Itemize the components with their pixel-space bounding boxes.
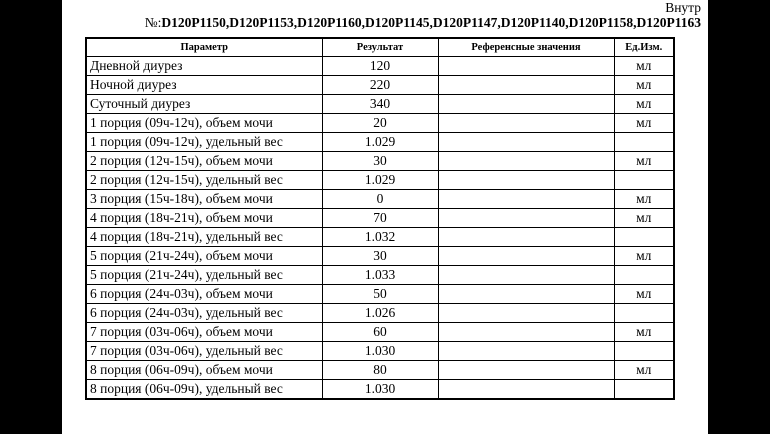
parameter-cell: Суточный диурез [86,95,322,114]
result-cell: 1.033 [322,266,438,285]
unit-cell: мл [614,57,674,76]
document-page [62,0,708,434]
reference-cell [438,152,614,171]
right-letterbox [708,0,770,434]
table-row [86,114,674,133]
unit-cell: мл [614,152,674,171]
document-header [145,0,701,30]
parameter-cell: 1 порция (09ч-12ч), удельный вес [86,133,322,152]
unit-cell [614,342,674,361]
result-cell: 30 [322,247,438,266]
result-cell: 70 [322,209,438,228]
result-cell: 50 [322,285,438,304]
result-cell: 1.032 [322,228,438,247]
unit-cell: мл [614,209,674,228]
reference-cell [438,133,614,152]
table-row [86,228,674,247]
table-header-row [86,38,674,57]
result-cell: 80 [322,361,438,380]
reference-cell [438,190,614,209]
table-row [86,304,674,323]
table-row [86,247,674,266]
table-row [86,171,674,190]
number-list: D120P1150,D120P1153,D120P1160,D120P1145,D120P1147,D120P1140,D120P1158,D120P1163 [161,15,701,30]
column-header-result: Результат [322,38,438,57]
result-cell: 340 [322,95,438,114]
parameter-cell: 7 порция (03ч-06ч), удельный вес [86,342,322,361]
table-row [86,152,674,171]
parameter-cell: 2 порция (12ч-15ч), объем мочи [86,152,322,171]
table-row [86,380,674,400]
table-row [86,266,674,285]
parameter-cell: Дневной диурез [86,57,322,76]
table-row [86,209,674,228]
parameter-cell: 5 порция (21ч-24ч), удельный вес [86,266,322,285]
result-cell: 1.030 [322,380,438,400]
result-cell: 1.029 [322,133,438,152]
column-header-unit: Ед.Изм. [614,38,674,57]
reference-cell [438,323,614,342]
table-row [86,57,674,76]
parameter-cell: 6 порция (24ч-03ч), удельный вес [86,304,322,323]
parameter-cell: 1 порция (09ч-12ч), объем мочи [86,114,322,133]
column-header-reference: Референсные значения [438,38,614,57]
table-row [86,342,674,361]
reference-cell [438,342,614,361]
result-cell: 0 [322,190,438,209]
parameter-cell: Ночной диурез [86,76,322,95]
table-row [86,285,674,304]
unit-cell: мл [614,361,674,380]
parameter-cell: 5 порция (21ч-24ч), объем мочи [86,247,322,266]
result-cell: 60 [322,323,438,342]
table-row [86,95,674,114]
reference-cell [438,209,614,228]
parameter-cell: 4 порция (18ч-21ч), удельный вес [86,228,322,247]
reference-cell [438,76,614,95]
unit-cell [614,228,674,247]
reference-cell [438,247,614,266]
result-cell: 30 [322,152,438,171]
parameter-cell: 8 порция (06ч-09ч), удельный вес [86,380,322,400]
reference-cell [438,57,614,76]
unit-cell: мл [614,323,674,342]
results-table [85,37,675,400]
unit-cell [614,304,674,323]
unit-cell: мл [614,76,674,95]
parameter-cell: 4 порция (18ч-21ч), объем мочи [86,209,322,228]
result-cell: 1.026 [322,304,438,323]
unit-cell: мл [614,190,674,209]
reference-cell [438,95,614,114]
reference-cell [438,266,614,285]
result-cell: 20 [322,114,438,133]
table-row [86,323,674,342]
result-cell: 1.030 [322,342,438,361]
reference-cell [438,228,614,247]
parameter-cell: 6 порция (24ч-03ч), объем мочи [86,285,322,304]
unit-cell: мл [614,285,674,304]
table-row [86,190,674,209]
unit-cell [614,380,674,400]
left-letterbox [0,0,62,434]
parameter-cell: 7 порция (03ч-06ч), объем мочи [86,323,322,342]
unit-cell: мл [614,95,674,114]
table-row [86,361,674,380]
reference-cell [438,114,614,133]
number-prefix: №: [144,15,162,30]
unit-cell [614,133,674,152]
reference-cell [438,361,614,380]
header-label: Внутр [665,0,701,15]
unit-cell: мл [614,114,674,133]
reference-cell [438,171,614,190]
table-row [86,133,674,152]
column-header-parameter: Параметр [86,38,322,57]
unit-cell: мл [614,247,674,266]
parameter-cell: 2 порция (12ч-15ч), удельный вес [86,171,322,190]
result-cell: 220 [322,76,438,95]
reference-cell [438,380,614,400]
parameter-cell: 3 порция (15ч-18ч), объем мочи [86,190,322,209]
reference-cell [438,304,614,323]
unit-cell [614,171,674,190]
unit-cell [614,266,674,285]
sample-numbers [145,15,701,30]
parameter-cell: 8 порция (06ч-09ч), объем мочи [86,361,322,380]
result-cell: 120 [322,57,438,76]
reference-cell [438,285,614,304]
table-row [86,76,674,95]
result-cell: 1.029 [322,171,438,190]
